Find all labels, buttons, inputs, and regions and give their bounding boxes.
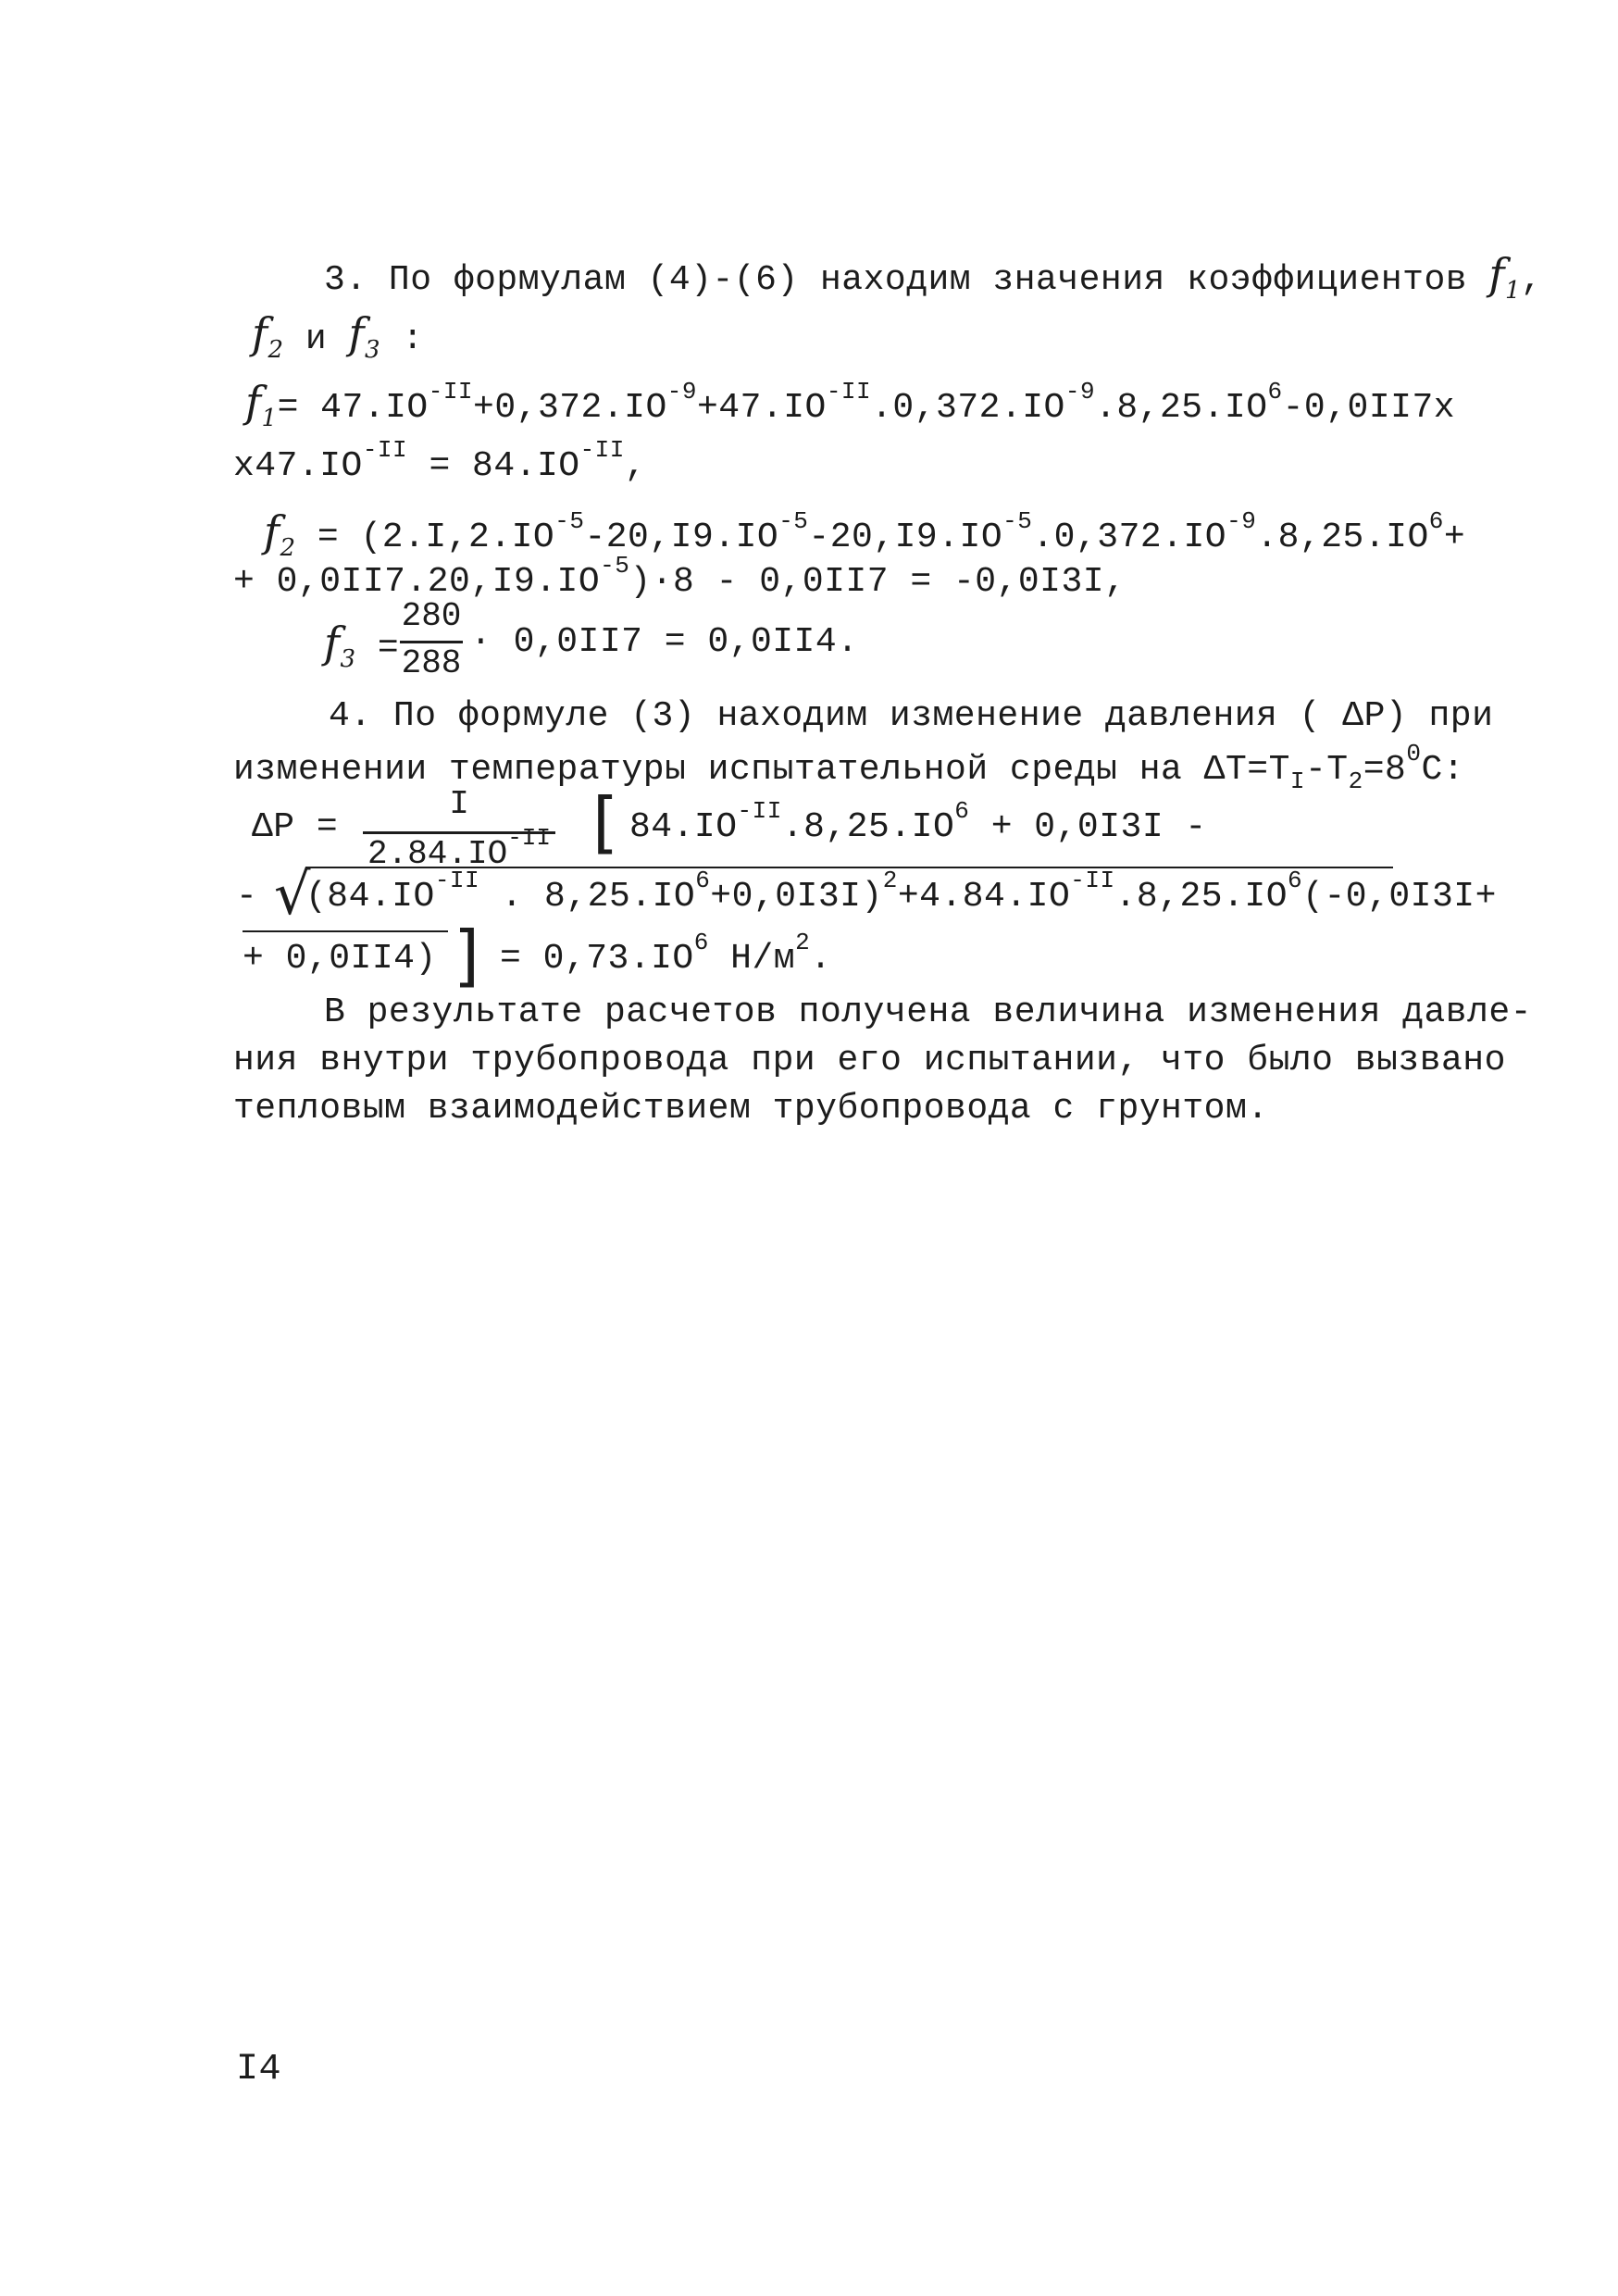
conclusion-line1: В результате расчетов получена величина изменения давле- [324, 992, 1533, 1032]
dp-result: = $0,73.IO^6$ $Н/м^2$. [500, 929, 832, 979]
radical-sign: √ [274, 860, 311, 928]
conclusion-line2: ния внутри трубопровода при его испытании, что было вызвано [233, 1041, 1506, 1080]
dp-bracket-line1: $84.IO^{-II}.8,25.IO^6 + 0,0I3I$ - [629, 797, 1207, 847]
item4-line1: 4. По формуле (3) находим изменение давления ( ΔP) при [329, 696, 1494, 736]
radical-vinculum-continued [243, 930, 448, 932]
f1-formula-line2: $x47.IO^{-II} = 84.IO^{-II}$, [233, 436, 647, 486]
dp-bracket-open: [ [592, 783, 619, 861]
f1-formula-line1: $f_1= 47.IO^{-II}+0,372.IO^{-9}+47.IO^{-II}.0,372.IO^{-9}.8,25.IO^6-0,0II7x$ [245, 377, 1456, 432]
dp-fraction-denominator: $2.84.IO^{-II}$ [367, 824, 552, 873]
dp-label: ΔP = [252, 807, 339, 847]
dp-minus: - [236, 877, 258, 917]
dp-fraction-numerator: I [449, 785, 469, 823]
f2-formula-line1: $f_2 = (2.I,2.IO^{-5}-20,I9.IO^{-5}-20,I9.IO^{-5}.0,372.IO^{-9}.8,25.IO^6+$ [264, 506, 1466, 562]
dp-radicand-line1: ($84.IO^{-II}$ . $8,25.IO^6+0,0I3I)^2+4.84.IO^{-II}.8,25.IO^6(-0,0I3I+$ [305, 867, 1497, 917]
f3-fraction-numerator: 280 [401, 597, 462, 635]
dp-bracket-close: ] [454, 917, 480, 994]
f3-formula-rest: · 0,0II7 = 0,0II4. [470, 622, 859, 662]
f3-formula: $f_3$ = [324, 618, 400, 673]
item3-intro-text: 3. По формулам (4)-(6) находим значения коэффициентов [324, 260, 1468, 300]
f2-formula-line2: + $0,0II7.20,I9.IO^{-5})\cdot 8 - 0,0II7 = -0,0I3I$, [233, 552, 1126, 602]
f2-symbol: $f_2$ [252, 308, 284, 364]
conclusion-line3: тепловым взаимодействием трубопровода с грунтом. [233, 1089, 1269, 1129]
item3-intro-line2: $f_2$ и $f_3$ : [252, 308, 424, 364]
f1-symbol: $f_1$ [1488, 249, 1521, 305]
f3-fraction-bar [400, 641, 463, 643]
item3-intro-line1: 3. По формулам (4)-(6) находим значения коэффициентов $f_1$, [324, 249, 1543, 305]
dp-radicand-line2: + 0,0II4) [243, 939, 437, 979]
f3-symbol: $f_3$ [348, 308, 381, 364]
f3-fraction-denominator: 288 [401, 644, 462, 682]
page-number: I4 [236, 2049, 282, 2090]
item4-line2: изменении температуры испытательной среды на $\Delta T=T_I-T_2=8^0C$: [233, 740, 1465, 795]
